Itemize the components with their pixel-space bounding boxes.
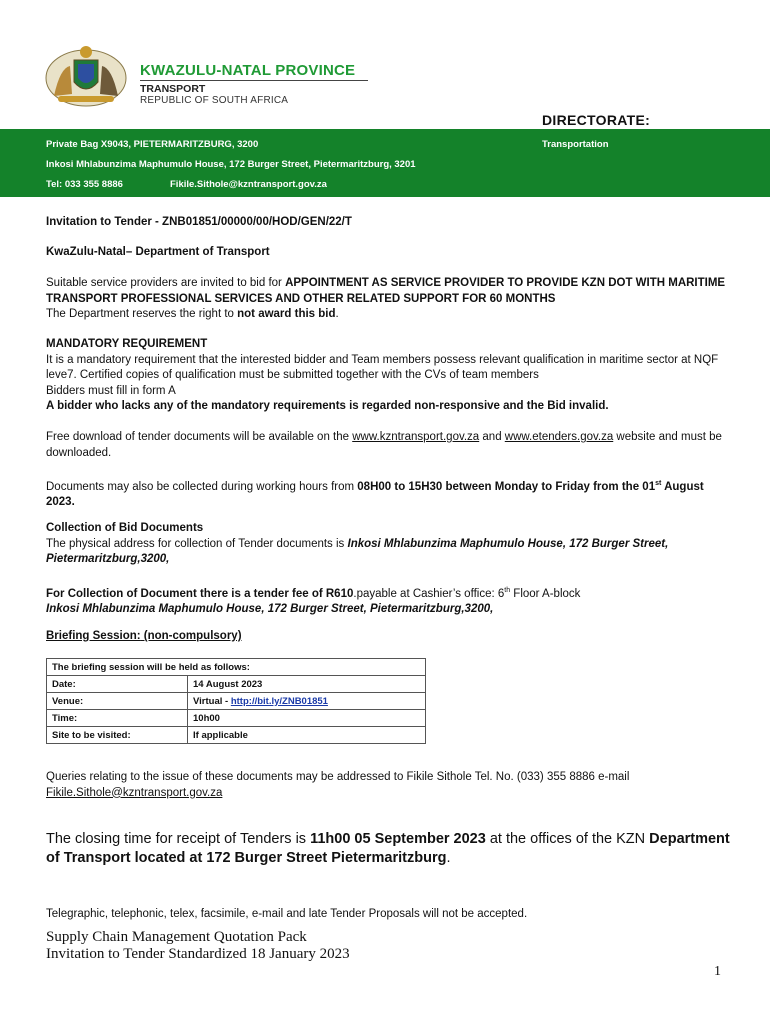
closing-place: Department of Transport located at 172 Burger Street Pietermaritzburg [46,831,730,866]
collection-hours-paragraph [46,476,731,511]
page-number: 1 [714,964,721,979]
etenders-link[interactable]: www.etenders.gov.za [504,431,614,443]
site-label: Site to be visited: [47,727,188,744]
closing-text: The closing time for receipt of Tenders is [46,831,311,847]
date-label: Date: [47,676,188,693]
briefing-title: Briefing Session: [46,630,141,642]
table-row [47,693,426,710]
directorate-label: DIRECTORATE: [542,112,651,128]
footer-line1: Supply Chain Management Quotation Pack [46,929,307,945]
tender-subject: APPOINTMENT AS SERVICE PROVIDER TO PROVIDE KZN DOT WITH MARITIME TRANSPORT PROFESSIONAL SERVICES AND OTHER RELATED SUPPORT FOR 60 MONTHS [46,277,726,305]
reserve-text: The Department reserves the right to [46,308,238,320]
closing-mid: at the offices of the KZN [485,831,650,847]
contact-email[interactable]: Fikile.Sithole@kzntransport.gov.za [170,179,327,190]
country-name: REPUBLIC OF SOUTH AFRICA [140,95,289,106]
reserve-bold: not award this bid [237,308,336,320]
fee-sup: th [504,587,511,594]
download-paragraph [46,430,731,461]
briefing-intro: The briefing session will be held as follows: [47,659,426,676]
intro-paragraph [46,276,731,323]
hours-text: Documents may also be collected during working hours from [46,480,358,493]
fee-address: Inkosi Mhlabunzima Maphumulo House, 172 Burger Street, Pietermaritzburg,3200, [46,603,494,616]
fee-post: Floor A-block [510,587,581,600]
collection-heading: Collection of Bid Documents [46,522,204,534]
tender-reference: Invitation to Tender - ZNB01851/00000/00/HOD/GEN/22/T [46,216,352,228]
hours-sup: st [655,480,662,487]
postal-address: Private Bag X9043, PIETERMARITZBURG, 3200 [46,139,259,150]
table-row [47,676,426,693]
venue-cell [188,693,426,710]
province-title: KWAZULU-NATAL PROVINCE [140,62,356,79]
fee-section [46,583,731,618]
download-text: Free download of tender documents will be available on the [46,431,353,443]
mandatory-line2: Bidders must fill in form A [46,384,176,397]
header-divider [140,80,368,81]
kzntransport-link[interactable]: www.kzntransport.gov.za [352,431,480,443]
collection-address: Inkosi Mhlabunzima Maphumulo House, 172 Burger Street, Pietermaritzburg,3200, [46,537,669,565]
table-row [47,727,426,744]
reserve-end: . [335,308,339,320]
queries-text: Queries relating to the issue of these documents may be addressed to Fikile Sithole Tel. No. (033) 355 8886 e-mail [46,771,630,783]
venue-value: Virtual - [193,695,231,707]
footer-line2: Invitation to Tender Standardized 18 January 2023 [46,946,350,962]
mandatory-line1: It is a mandatory requirement that the interested bidder and Team members possess relevant qualification in maritime sector at NQF leve7. Certified copies of qualification must be submitted together with the CVs of team members [46,353,719,381]
mandatory-section [46,337,731,415]
fee-mid: .payable at Cashier’s office: 6 [353,587,505,600]
queries-paragraph [46,770,731,801]
contact-band [0,129,770,197]
department-name: TRANSPORT [140,83,206,95]
time-value: 10h00 [188,710,426,727]
collection-section [46,521,731,568]
briefing-heading [46,629,242,645]
fee-bold: For Collection of Document there is a tender fee of R610 [46,587,354,600]
late-proposals-notice: Telegraphic, telephonic, telex, facsimile, e-mail and late Tender Proposals will not be accepted. [46,908,528,920]
hours-bold: 08H00 to 15H30 between Monday to Friday from the 01 [357,480,656,493]
collection-text: The physical address for collection of Tender documents is [46,537,348,550]
date-value: 14 August 2023 [188,676,426,693]
mandatory-line3: A bidder who lacks any of the mandatory requirements is regarded non-responsive and the Bid invalid. [46,400,609,412]
closing-time: 11h00 05 September 2023 [310,831,486,847]
table-row [47,659,426,676]
telephone: Tel: 033 355 8886 [46,179,123,190]
closing-end: . [446,850,451,866]
building-address: Inkosi Mhlabunzima Maphumulo House, 172 Burger Street, Pietermaritzburg, 3201 [46,159,416,170]
time-label: Time: [47,710,188,727]
directorate-value: Transportation [542,139,609,150]
closing-paragraph [46,830,736,868]
download-and: and [479,431,505,443]
venue-label: Venue: [47,693,188,710]
coat-of-arms-icon [40,38,132,110]
table-row [47,710,426,727]
download-end: website and must be downloaded. [46,431,722,459]
briefing-note: (non-compulsory) [140,630,242,642]
department-line: KwaZulu-Natal– Department of Transport [46,246,270,258]
site-value: If applicable [188,727,426,744]
intro-text: Suitable service providers are invited to bid for [46,277,286,289]
mandatory-heading: MANDATORY REQUIREMENT [46,338,208,350]
venue-link[interactable]: http://bit.ly/ZNB01851 [230,695,328,707]
briefing-table [46,658,426,744]
hours-bold2: August 2023. [46,480,704,509]
queries-email[interactable]: Fikile.Sithole@kzntransport.gov.za [46,786,223,799]
